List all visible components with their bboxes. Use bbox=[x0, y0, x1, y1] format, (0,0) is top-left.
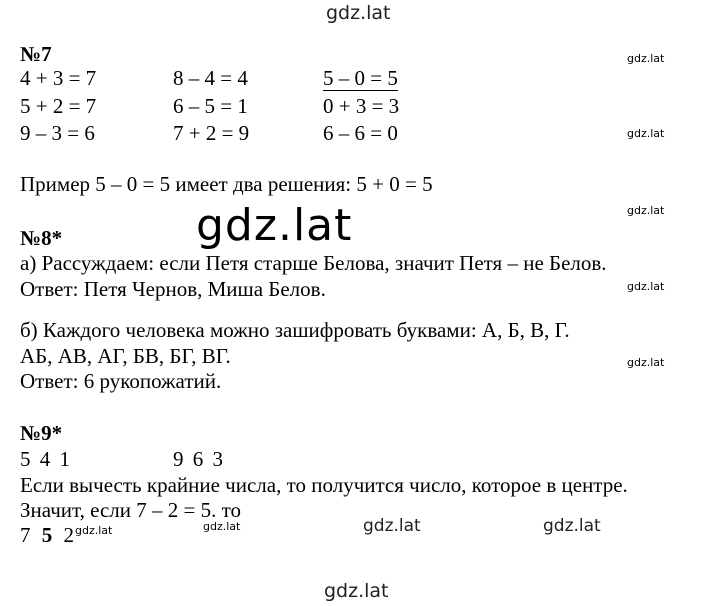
task7-r3-c3: 6 – 6 = 0 bbox=[323, 121, 398, 145]
task8-a-line1: а) Рассуждаем: если Петя старше Белова, значит Петя – не Белов. bbox=[20, 251, 607, 275]
task7-r2-c2: 6 – 5 = 1 bbox=[173, 94, 248, 118]
task9-line1: Если вычесть крайние числа, то получится число, которое в центре. bbox=[20, 473, 628, 497]
watermark-small-1: gdz.lat bbox=[627, 52, 665, 65]
task9-answer-b: 5 bbox=[41, 523, 53, 547]
task8-header: №8* bbox=[20, 226, 63, 250]
watermark-medium-2: gdz.lat bbox=[543, 516, 601, 536]
task9-row1-right: 9 6 3 bbox=[173, 447, 223, 471]
watermark-small-5: gdz.lat bbox=[627, 356, 665, 369]
task7-r2-c1: 5 + 2 = 7 bbox=[20, 94, 97, 118]
task8-a-line2: Ответ: Петя Чернов, Миша Белов. bbox=[20, 277, 326, 301]
task7-header: №7 bbox=[20, 42, 52, 66]
watermark-medium-1: gdz.lat bbox=[363, 516, 421, 536]
task8-b-line1: б) Каждого человека можно зашифровать буквами: А, Б, В, Г. bbox=[20, 318, 570, 342]
task7-r3-c1: 9 – 3 = 6 bbox=[20, 121, 95, 145]
task9-line2: Значит, если 7 – 2 = 5. то bbox=[20, 498, 242, 522]
task9-answer-a: 7 bbox=[20, 523, 31, 547]
watermark-bottom: gdz.lat bbox=[324, 580, 389, 602]
task7-r2-c3: 0 + 3 = 3 bbox=[323, 94, 400, 118]
watermark-small-3: gdz.lat bbox=[627, 204, 665, 217]
task7-r1-c2: 8 – 4 = 4 bbox=[173, 66, 248, 90]
watermark-big: gdz.lat bbox=[196, 200, 353, 251]
task7-note: Пример 5 – 0 = 5 имеет два решения: 5 + 0 = 5 bbox=[20, 172, 433, 196]
watermark-small-7: gdz.lat bbox=[203, 520, 241, 533]
watermark-small-2: gdz.lat bbox=[627, 127, 665, 140]
task7-r1-c3: 5 – 0 = 5 bbox=[323, 66, 398, 90]
task7-r3-c2: 7 + 2 = 9 bbox=[173, 121, 250, 145]
task7-r1-c1: 4 + 3 = 7 bbox=[20, 66, 97, 90]
task9-answer-c: 2 bbox=[63, 523, 74, 547]
task9-answer bbox=[20, 523, 74, 547]
watermark-top: gdz.lat bbox=[326, 2, 391, 24]
task9-header: №9* bbox=[20, 421, 63, 445]
task8-b-line2: АБ, АВ, АГ, БВ, БГ, ВГ. bbox=[20, 344, 231, 368]
watermark-small-6: gdz.lat bbox=[75, 524, 113, 537]
task8-b-line3: Ответ: 6 рукопожатий. bbox=[20, 369, 222, 393]
watermark-small-4: gdz.lat bbox=[627, 280, 665, 293]
task9-row1-left: 5 4 1 bbox=[20, 447, 70, 471]
